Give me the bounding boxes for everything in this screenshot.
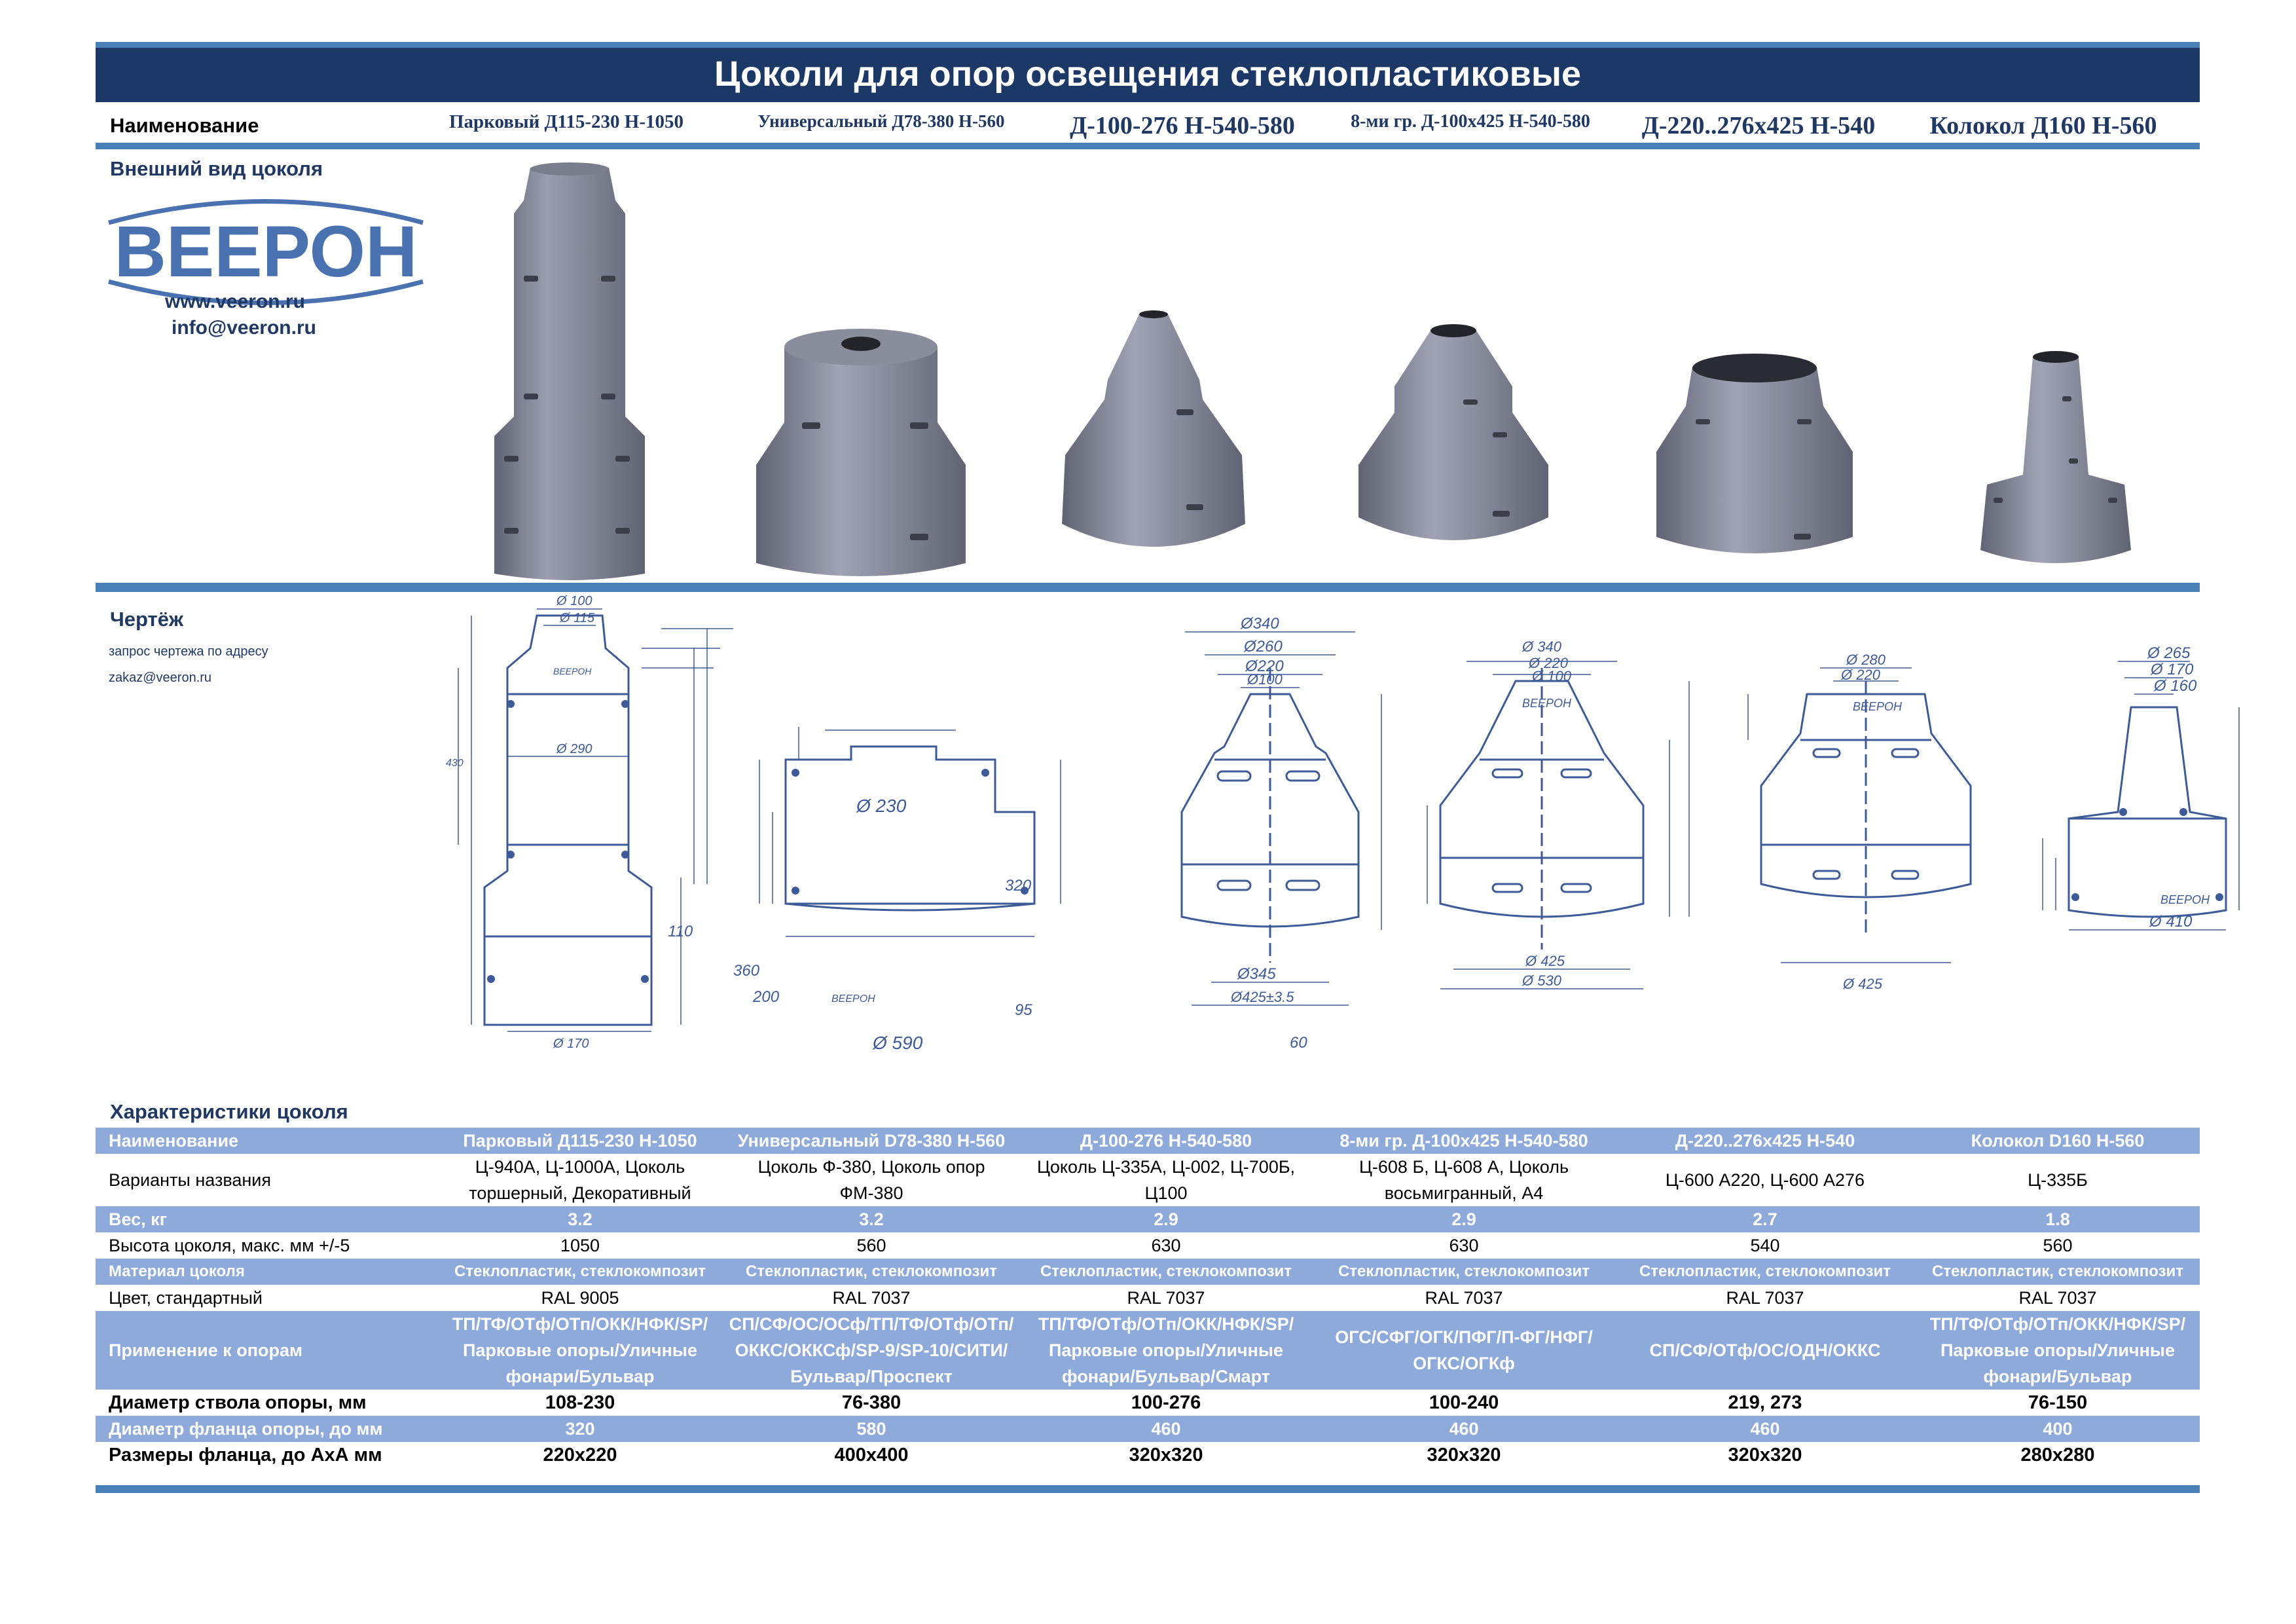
product-image-d220 — [1650, 347, 1859, 576]
name-row-label: Наименование — [110, 114, 259, 137]
spec-cell: 460 — [1614, 1416, 1916, 1442]
dim-text: Ø260 — [1244, 638, 1283, 655]
spec-cell: 320х320 — [1313, 1442, 1614, 1468]
dim-text: 200 — [753, 988, 780, 1006]
spec-row — [96, 1416, 2200, 1442]
spec-cell: 540 — [1614, 1232, 1916, 1259]
dim-text: 95 — [1015, 1001, 1032, 1019]
dim-text: Ø 280 — [1846, 652, 1886, 668]
spec-cell: Ц-335Б — [1916, 1154, 2200, 1206]
spec-row-label: Материал цоколя — [96, 1259, 436, 1285]
header-col-3: Д-100-276 Н-540-580 — [1070, 112, 1295, 139]
spec-cell: Ц-608 Б, Ц-608 А, Цоколь восьмигранный, А4 — [1313, 1154, 1614, 1206]
spec-cell: 3.2 — [436, 1206, 724, 1232]
spec-row-label: Варианты названия — [96, 1154, 436, 1206]
dim-text: Ø 115 — [560, 611, 594, 625]
spec-cell: 320х320 — [1614, 1442, 1916, 1468]
spec-cell: RAL 7037 — [724, 1285, 1019, 1311]
dim-text: Ø 160 — [2154, 677, 2197, 695]
product-image-universal — [746, 308, 975, 583]
drawing-universal — [759, 727, 1061, 936]
dim-text: 110 — [668, 923, 693, 940]
spec-row — [96, 1128, 2200, 1154]
dim-brand: ВЕЕРОН — [1522, 697, 1572, 710]
drawing-park — [458, 609, 733, 1031]
spec-cell: 630 — [1019, 1232, 1313, 1259]
spec-cell: RAL 7037 — [1019, 1285, 1313, 1311]
product-image-bell — [1971, 347, 2141, 583]
spec-row — [96, 1442, 2200, 1468]
spec-row — [96, 1154, 2200, 1206]
dim-brand: ВЕЕРОН — [553, 666, 592, 676]
spec-cell: Парковый Д115-230 Н-1050 — [436, 1128, 724, 1154]
dim-text: Ø 220 — [1841, 667, 1880, 683]
dim-text: Ø345 — [1237, 965, 1276, 983]
spec-row-label: Цвет, стандартный — [96, 1285, 436, 1311]
spec-cell: 460 — [1019, 1416, 1313, 1442]
dim-brand: ВЕЕРОН — [2160, 893, 2210, 906]
drawing-d100 — [1182, 632, 1381, 1005]
dim-text: Ø 170 — [2151, 661, 2194, 678]
spec-cell: Стеклопластик, стеклокомпозит — [436, 1259, 724, 1285]
spec-row-label: Вес, кг — [96, 1206, 436, 1232]
dim-text: 430 — [446, 758, 464, 769]
dim-text: Ø 425 — [1843, 976, 1882, 992]
spec-cell: 400х400 — [724, 1442, 1019, 1468]
header-col-2: Универсальный Д78-380 Н-560 — [757, 111, 1005, 131]
spec-cell: Д-220..276х425 Н-540 — [1614, 1128, 1916, 1154]
spec-cell: 1.8 — [1916, 1206, 2200, 1232]
drawing-label: Чертёж — [110, 608, 183, 631]
product-image-d100 — [1055, 308, 1252, 583]
drawing-request-text: запрос чертежа по адресу — [109, 644, 268, 659]
header-col-6: Колокол Д160 Н-560 — [1929, 112, 2157, 139]
section-separator — [96, 583, 2200, 592]
spec-cell: 100-276 — [1019, 1390, 1313, 1416]
spec-cell: Универсальный D78-380 Н-560 — [724, 1128, 1019, 1154]
dim-text: Ø 590 — [873, 1033, 923, 1053]
spec-cell: 320 — [436, 1416, 724, 1442]
spec-cell: 320х320 — [1019, 1442, 1313, 1468]
spec-cell: 76-150 — [1916, 1390, 2200, 1416]
bottom-border — [96, 1485, 2200, 1493]
appearance-label: Внешний вид цоколя — [110, 157, 323, 180]
spec-cell: Цоколь Ф-380, Цоколь опор ФМ-380 — [724, 1154, 1019, 1206]
spec-cell: ТП/ТФ/ОТф/ОТп/ОКК/НФК/SP/Парковые опоры/Уличные фонари/Бульвар — [436, 1311, 724, 1390]
spec-cell: Стеклопластик, стеклокомпозит — [1614, 1259, 1916, 1285]
dim-text: Ø340 — [1241, 615, 1279, 633]
spec-cell: 460 — [1313, 1416, 1614, 1442]
product-image-octagonal — [1352, 314, 1555, 576]
spec-cell: 8-ми гр. Д-100х425 Н-540-580 — [1313, 1128, 1614, 1154]
page-title: Цоколи для опор освещения стеклопластиковые — [96, 42, 2200, 102]
dim-text: 360 — [733, 962, 760, 980]
drawing-bell — [2043, 661, 2239, 930]
spec-cell: 219, 273 — [1614, 1390, 1916, 1416]
spec-cell: 400 — [1916, 1416, 2200, 1442]
spec-cell: 220х220 — [436, 1442, 724, 1468]
spec-row — [96, 1232, 2200, 1259]
spec-row-label: Применение к опорам — [96, 1311, 436, 1390]
name-row — [96, 102, 2200, 149]
header-col-5: Д-220..276х425 Н-540 — [1641, 112, 1876, 139]
dim-brand: ВЕЕРОН — [1853, 700, 1903, 713]
dim-text: Ø 530 — [1522, 972, 1561, 989]
spec-cell: RAL 7037 — [1614, 1285, 1916, 1311]
spec-cell: Стеклопластик, стеклокомпозит — [1019, 1259, 1313, 1285]
spec-cell: Стеклопластик, стеклокомпозит — [724, 1259, 1019, 1285]
dim-text: Ø 100 — [1532, 668, 1571, 684]
spec-row — [96, 1259, 2200, 1285]
dim-text: Ø100 — [1247, 671, 1283, 688]
header-col-1: Парковый Д115-230 Н-1050 — [449, 111, 684, 132]
dim-text: Ø 290 — [556, 742, 592, 756]
spec-row-label: Диаметр ствола опоры, мм — [96, 1390, 436, 1416]
spec-row — [96, 1206, 2200, 1232]
spec-cell: 580 — [724, 1416, 1019, 1442]
spec-row — [96, 1390, 2200, 1416]
spec-row-label: Наименование — [96, 1128, 436, 1154]
spec-cell: ОГС/СФГ/ОГК/ПФГ/П-ФГ/НФГ/ОГКС/ОГКф — [1313, 1311, 1614, 1390]
spec-row — [96, 1285, 2200, 1311]
spec-row-label: Высота цоколя, макс. мм +/-5 — [96, 1232, 436, 1259]
spec-cell: СП/СФ/ОС/ОСф/ТП/ТФ/ОТф/ОТп/ОККС/ОККСф/SP-9/SP-10/СИТИ/Бульвар/Проспект — [724, 1311, 1019, 1390]
dim-text: 320 — [1005, 877, 1032, 895]
product-image-park — [484, 155, 655, 587]
logo-text: ВЕЕРОН — [114, 212, 418, 292]
spec-cell: 560 — [724, 1232, 1019, 1259]
spec-cell: Цоколь Ц-335А, Ц-002, Ц-700Б, Ц100 — [1019, 1154, 1313, 1206]
dim-text: Ø 340 — [1522, 638, 1561, 655]
dim-text: 60 — [1290, 1034, 1307, 1052]
website-link[interactable]: www.veeron.ru — [165, 291, 305, 312]
specs-table — [96, 1128, 2200, 1468]
spec-cell: RAL 9005 — [436, 1285, 724, 1311]
spec-cell: 108-230 — [436, 1390, 724, 1416]
spec-cell: 76-380 — [724, 1390, 1019, 1416]
spec-row — [96, 1311, 2200, 1390]
spec-cell: RAL 7037 — [1916, 1285, 2200, 1311]
header-col-4: 8-ми гр. Д-100х425 Н-540-580 — [1351, 111, 1590, 132]
spec-cell: Стеклопластик, стеклокомпозит — [1916, 1259, 2200, 1285]
technical-drawings — [445, 594, 2210, 1120]
dim-text: Ø220 — [1245, 657, 1284, 675]
dim-text: Ø425±3.5 — [1231, 989, 1294, 1005]
dim-text: Ø 100 — [556, 594, 592, 608]
spec-cell: ТП/ТФ/ОТф/ОТп/ОКК/НФК/SP/Парковые опоры/Уличные фонари/Бульвар/Смарт — [1019, 1311, 1313, 1390]
spec-cell: ТП/ТФ/ОТф/ОТп/ОКК/НФК/SP/Парковые опоры/Уличные фонари/Бульвар — [1916, 1311, 2200, 1390]
spec-cell: 3.2 — [724, 1206, 1019, 1232]
specs-label: Характеристики цоколя — [110, 1100, 348, 1123]
spec-cell: 2.9 — [1019, 1206, 1313, 1232]
dim-brand: ВЕЕРОН — [831, 993, 875, 1005]
spec-cell: 630 — [1313, 1232, 1614, 1259]
spec-cell: RAL 7037 — [1313, 1285, 1614, 1311]
dim-text: Ø 170 — [553, 1037, 589, 1051]
spec-row-label: Размеры фланца, до АхА мм — [96, 1442, 436, 1468]
spec-row-label: Диаметр фланца опоры, до мм — [96, 1416, 436, 1442]
dim-text: Ø 230 — [856, 796, 907, 816]
spec-cell: 100-240 — [1313, 1390, 1614, 1416]
dim-text: Ø 410 — [2149, 913, 2193, 931]
spec-cell: Д-100-276 Н-540-580 — [1019, 1128, 1313, 1154]
spec-cell: Ц-940А, Ц-1000А, Цоколь торшерный, Декоративный — [436, 1154, 724, 1206]
spec-cell: Колокол D160 Н-560 — [1916, 1128, 2200, 1154]
spec-cell: 2.9 — [1313, 1206, 1614, 1232]
spec-cell: 1050 — [436, 1232, 724, 1259]
email-link[interactable]: info@veeron.ru — [172, 317, 316, 339]
spec-cell: 280х280 — [1916, 1442, 2200, 1468]
drawing-request-email[interactable]: zakaz@veeron.ru — [109, 671, 212, 685]
dim-text: Ø 220 — [1529, 655, 1568, 671]
drawing-octagonal — [1427, 661, 1689, 989]
spec-cell: 2.7 — [1614, 1206, 1916, 1232]
spec-cell: Ц-600 А220, Ц-600 А276 — [1614, 1154, 1916, 1206]
dim-text: Ø 265 — [2147, 644, 2191, 662]
spec-cell: 560 — [1916, 1232, 2200, 1259]
dim-text: Ø 425 — [1525, 953, 1565, 969]
spec-cell: СП/СФ/ОТф/ОС/ОДН/ОККС — [1614, 1311, 1916, 1390]
spec-cell: Стеклопластик, стеклокомпозит — [1313, 1259, 1614, 1285]
